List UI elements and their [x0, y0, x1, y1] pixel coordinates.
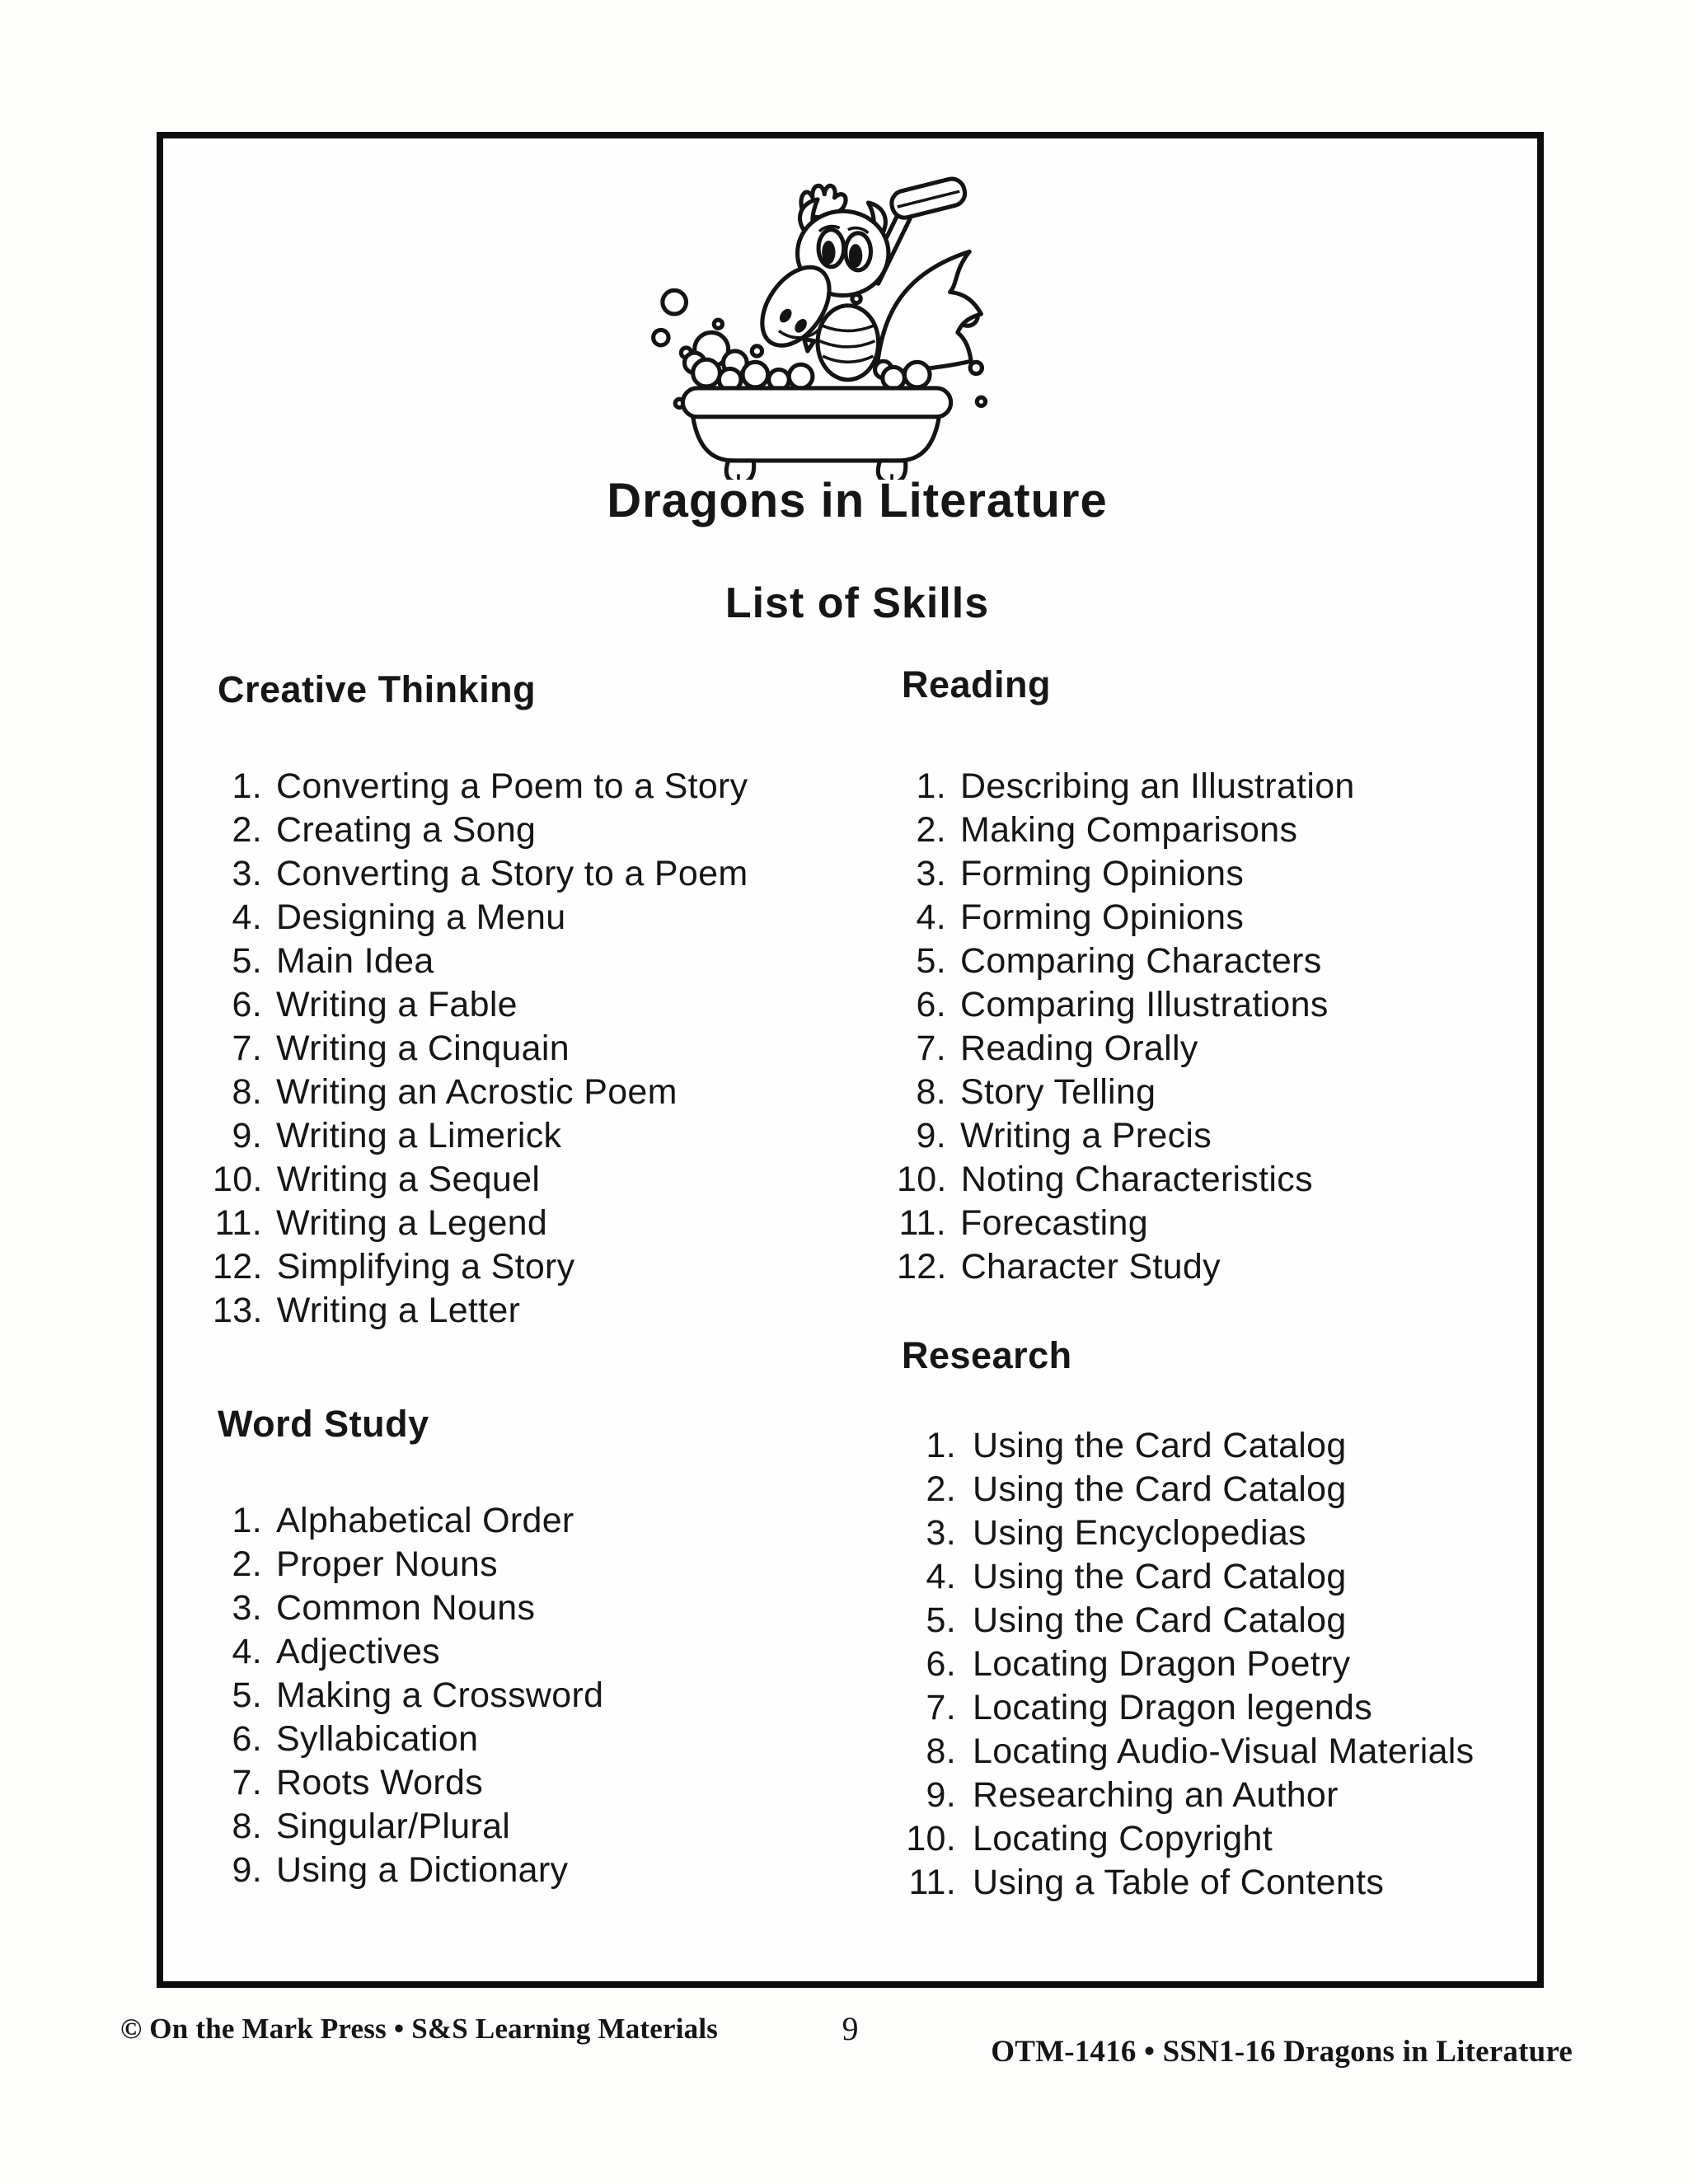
- item-number: 7.: [232, 1029, 262, 1068]
- item-label: Comparing Characters: [960, 941, 1322, 981]
- list-item: [213, 1158, 781, 1202]
- list-item: [897, 940, 1490, 983]
- item-number: 10.: [897, 1160, 947, 1199]
- item-number: 11.: [898, 1203, 946, 1243]
- list-item: [897, 765, 1490, 808]
- item-label: Writing a Cinquain: [276, 1029, 570, 1068]
- item-number: 2.: [232, 810, 262, 850]
- item-number: 4.: [926, 1557, 956, 1596]
- item-label: Forming Opinions: [960, 898, 1245, 937]
- item-number: 9.: [232, 1850, 262, 1890]
- page-subtitle: List of Skills: [724, 579, 990, 627]
- list-item: [213, 1071, 781, 1114]
- list-item: [213, 765, 781, 808]
- footer-product-code: OTM-1416 • SSN1-16 Dragons in Literature: [991, 2035, 1573, 2069]
- item-number: 13.: [213, 1291, 263, 1330]
- item-number: 7.: [916, 1029, 946, 1068]
- item-label: Roots Words: [276, 1763, 484, 1802]
- list-item: [897, 852, 1490, 896]
- item-label: Syllabication: [276, 1719, 479, 1759]
- item-number: 11.: [214, 1203, 262, 1243]
- item-label: Researching an Author: [973, 1775, 1339, 1815]
- reading-list: [897, 765, 1490, 1289]
- item-number: 10.: [213, 1160, 263, 1199]
- item-number: 3.: [232, 1588, 262, 1628]
- item-number: 2.: [916, 810, 946, 850]
- section-heading-creative-thinking: Creative Thinking: [218, 668, 537, 710]
- item-number: 9.: [916, 1116, 946, 1155]
- list-item: [213, 1674, 781, 1718]
- item-label: Using the Card Catalog: [973, 1601, 1347, 1640]
- item-label: Singular/Plural: [276, 1807, 511, 1846]
- item-number: 3.: [916, 854, 946, 893]
- item-number: 2.: [232, 1544, 262, 1584]
- list-item: [897, 1817, 1490, 1861]
- list-item: [213, 1718, 781, 1761]
- list-item: [213, 940, 781, 983]
- list-item: [213, 1761, 781, 1805]
- item-label: Adjectives: [276, 1632, 440, 1671]
- item-label: Comparing Illustrations: [960, 985, 1329, 1024]
- item-label: Noting Characteristics: [960, 1160, 1313, 1199]
- item-number: 6.: [916, 985, 946, 1024]
- list-item: [213, 1289, 781, 1333]
- list-item: [213, 1805, 781, 1849]
- list-item: [213, 1027, 781, 1071]
- dragon-bathtub-illustration: [631, 150, 1001, 480]
- list-item: [213, 1202, 781, 1245]
- item-number: 12.: [213, 1247, 263, 1286]
- item-number: 5.: [926, 1601, 956, 1640]
- item-label: Describing an Illustration: [960, 766, 1355, 806]
- footer-page-number: 9: [842, 2010, 859, 2047]
- list-item: [897, 1861, 1490, 1905]
- item-label: Locating Audio-Visual Materials: [973, 1732, 1475, 1771]
- list-item: [897, 1686, 1490, 1730]
- item-number: 10.: [906, 1819, 956, 1858]
- item-label: Writing a Fable: [276, 985, 518, 1024]
- item-label: Common Nouns: [276, 1588, 536, 1628]
- right-column: [897, 664, 1490, 1905]
- list-item: [897, 1202, 1490, 1245]
- item-number: 4.: [232, 1632, 262, 1671]
- item-number: 5.: [232, 1675, 262, 1715]
- list-item: [213, 1849, 781, 1892]
- item-number: 8.: [926, 1732, 956, 1771]
- item-label: Using a Table of Contents: [973, 1863, 1385, 1902]
- item-number: 1.: [232, 1501, 262, 1540]
- item-label: Writing a Letter: [276, 1291, 521, 1330]
- item-label: Writing a Limerick: [276, 1116, 562, 1155]
- item-label: Writing a Precis: [960, 1116, 1212, 1155]
- list-item: [213, 1245, 781, 1289]
- item-number: 4.: [916, 898, 946, 937]
- item-label: Forming Opinions: [960, 854, 1245, 893]
- list-item: [897, 896, 1490, 940]
- item-number: 7.: [232, 1763, 262, 1802]
- item-number: 2.: [926, 1469, 956, 1509]
- item-number: 9.: [926, 1775, 956, 1815]
- page-title: Dragons in Literature: [607, 474, 1108, 527]
- list-item: [897, 1555, 1490, 1599]
- item-label: Using the Card Catalog: [973, 1557, 1347, 1596]
- item-number: 3.: [926, 1513, 956, 1553]
- list-item: [213, 1114, 781, 1158]
- list-item: [897, 1774, 1490, 1817]
- left-column: [213, 669, 781, 1892]
- section-heading-word-study: Word Study: [218, 1403, 429, 1445]
- item-label: Using a Dictionary: [276, 1850, 569, 1890]
- list-item: [897, 1027, 1490, 1071]
- list-item: [897, 1511, 1490, 1555]
- item-number: 6.: [926, 1644, 956, 1684]
- item-label: Writing a Sequel: [276, 1160, 541, 1199]
- list-item: [213, 1499, 781, 1543]
- item-number: 1.: [926, 1426, 956, 1465]
- item-label: Making Comparisons: [960, 810, 1298, 850]
- item-number: 6.: [232, 1719, 262, 1759]
- list-item: [213, 983, 781, 1027]
- item-label: Simplifying a Story: [276, 1247, 575, 1286]
- item-label: Writing a Legend: [276, 1203, 548, 1243]
- item-label: Alphabetical Order: [276, 1501, 574, 1540]
- item-label: Proper Nouns: [276, 1544, 498, 1584]
- item-number: 9.: [232, 1116, 262, 1155]
- item-label: Character Study: [960, 1247, 1221, 1286]
- item-number: 12.: [897, 1247, 947, 1286]
- list-item: [213, 1586, 781, 1630]
- list-item: [213, 808, 781, 852]
- item-number: 11.: [908, 1863, 956, 1902]
- item-label: Reading Orally: [960, 1029, 1198, 1068]
- dragon-bathtub-icon: [631, 150, 1001, 480]
- item-label: Using Encyclopedias: [973, 1513, 1306, 1553]
- list-item: [897, 1114, 1490, 1158]
- item-number: 5.: [232, 941, 262, 981]
- item-label: Using the Card Catalog: [973, 1469, 1347, 1509]
- item-label: Forecasting: [960, 1203, 1148, 1243]
- section-heading-reading: Reading: [902, 663, 1052, 705]
- list-item: [897, 808, 1490, 852]
- item-label: Locating Dragon legends: [973, 1688, 1373, 1727]
- list-item: [897, 1071, 1490, 1114]
- item-label: Converting a Poem to a Story: [276, 766, 748, 806]
- list-item: [897, 1245, 1490, 1289]
- list-item: [213, 852, 781, 896]
- list-item: [213, 1630, 781, 1674]
- item-label: Main Idea: [276, 941, 434, 981]
- item-number: 5.: [916, 941, 946, 981]
- item-label: Locating Copyright: [973, 1819, 1273, 1858]
- list-item: [897, 1468, 1490, 1511]
- item-number: 1.: [232, 766, 262, 806]
- list-item: [897, 1158, 1490, 1202]
- item-label: Locating Dragon Poetry: [973, 1644, 1351, 1684]
- list-item: [897, 983, 1490, 1027]
- list-item: [213, 1543, 781, 1586]
- item-label: Designing a Menu: [276, 898, 566, 937]
- item-label: Making a Crossword: [276, 1675, 604, 1715]
- item-number: 8.: [232, 1807, 262, 1846]
- item-number: 8.: [916, 1072, 946, 1112]
- item-label: Story Telling: [960, 1072, 1156, 1112]
- research-list: [897, 1424, 1490, 1905]
- item-label: Writing an Acrostic Poem: [276, 1072, 678, 1112]
- item-number: 3.: [232, 854, 262, 893]
- list-item: [897, 1424, 1490, 1468]
- item-number: 6.: [232, 985, 262, 1024]
- section-heading-research: Research: [902, 1334, 1072, 1376]
- list-item: [897, 1643, 1490, 1686]
- list-item: [213, 896, 781, 940]
- item-label: Converting a Story to a Poem: [276, 854, 748, 893]
- item-label: Using the Card Catalog: [973, 1426, 1347, 1465]
- item-number: 4.: [232, 898, 262, 937]
- creative-thinking-list: [213, 765, 781, 1333]
- item-number: 8.: [232, 1072, 262, 1112]
- item-number: 1.: [916, 766, 946, 806]
- item-number: 7.: [926, 1688, 956, 1727]
- word-study-list: [213, 1499, 781, 1892]
- item-label: Creating a Song: [276, 810, 537, 850]
- footer-copyright: © On the Mark Press • S&S Learning Materials: [120, 2013, 719, 2045]
- list-item: [897, 1730, 1490, 1774]
- list-item: [897, 1599, 1490, 1643]
